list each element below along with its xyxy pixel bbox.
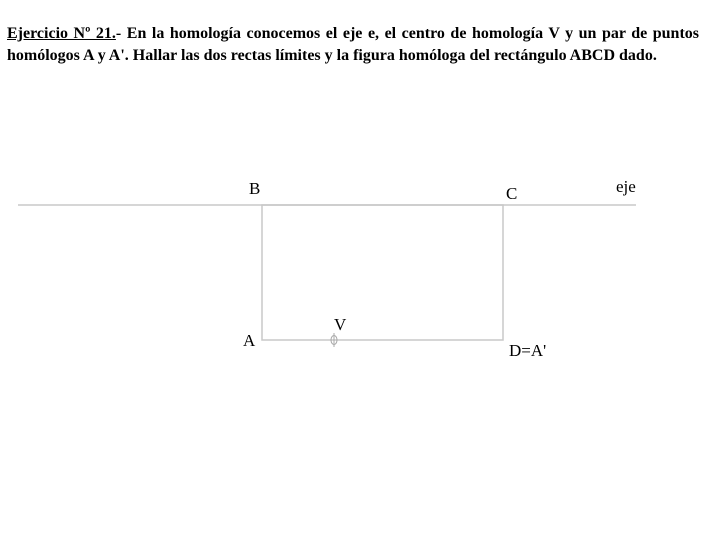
vertex-b-label: B [249, 179, 261, 198]
axis-label: eje [616, 177, 636, 196]
vertex-a-label: A [243, 331, 256, 350]
vertex-c-label: C [506, 184, 518, 203]
exercise-number: Ejercicio Nº 21. [7, 25, 116, 42]
center-v-label: V [334, 315, 347, 334]
vertex-d-label: D=A' [509, 341, 547, 360]
exercise-text: - En la homología conocemos el eje e, el centro de homología V y un par de puntos homólogos A y A'. Hallar las dos rectas límites y la figura homóloga del rectángulo ABCD dado. [7, 25, 700, 64]
rectangle-abcd [262, 205, 503, 340]
